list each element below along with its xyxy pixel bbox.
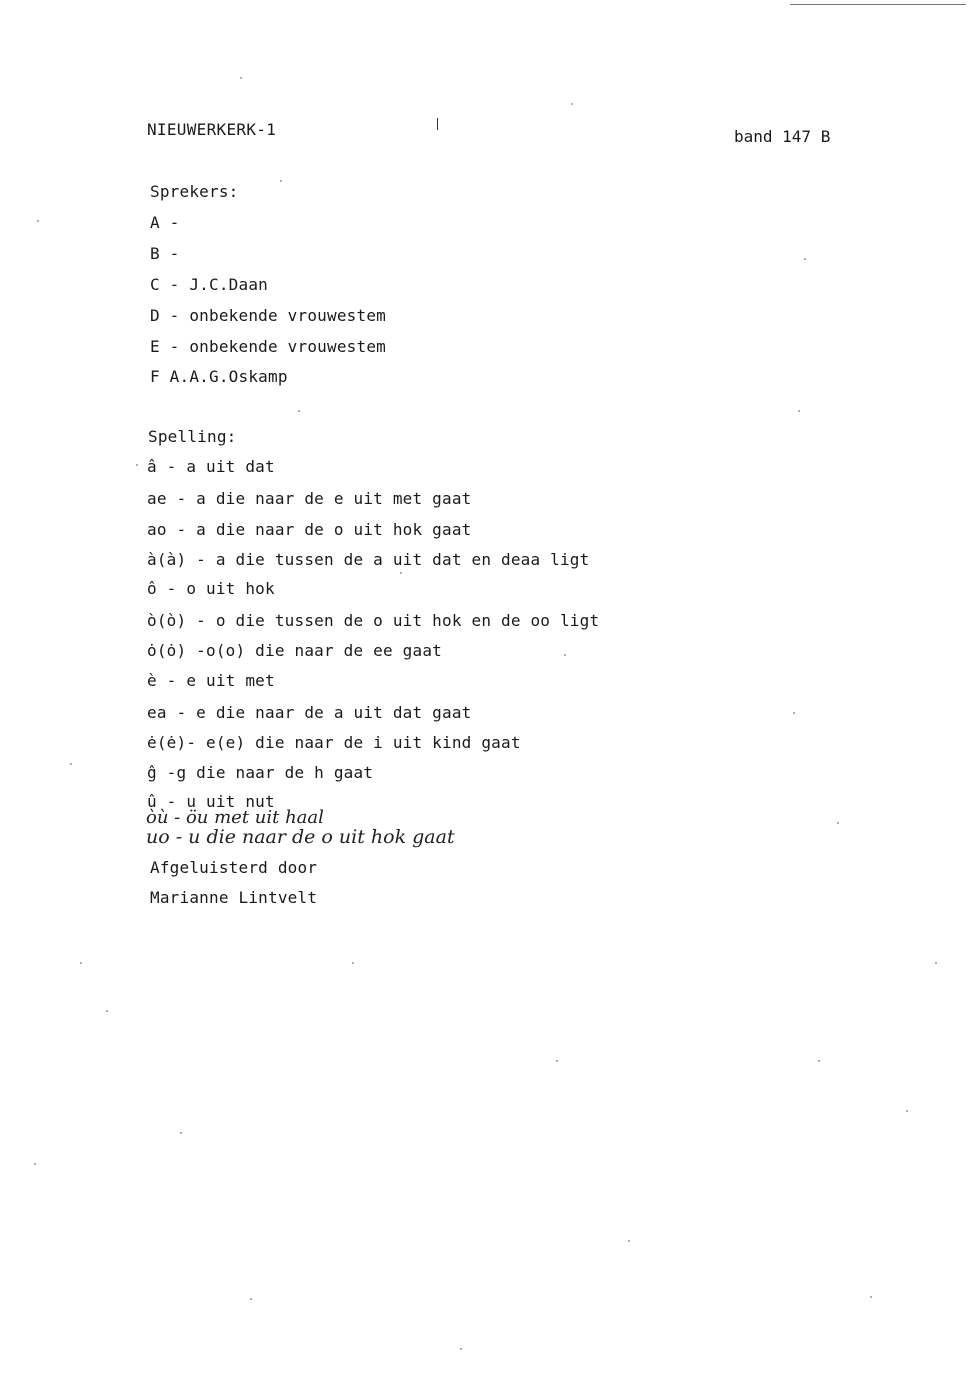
scan-speck: [136, 464, 138, 466]
scan-speck: [280, 180, 282, 182]
scan-speck: [240, 77, 242, 79]
document-title: NIEUWERKERK-1: [147, 120, 277, 139]
scan-speck: [798, 410, 800, 412]
speaker-f: F A.A.G.Oskamp: [150, 367, 288, 386]
speaker-d: D - onbekende vrouwestem: [150, 306, 386, 325]
handwritten-note: uo - u die naar de o uit hok gaat: [146, 826, 455, 848]
scan-speck: [37, 220, 39, 222]
scan-speck: [298, 410, 300, 412]
spelling-item: ė(ė)- e(e) die naar de i uit kind gaat: [147, 733, 521, 752]
spelling-item: ao - a die naar de o uit hok gaat: [147, 520, 472, 539]
handwritten-note: òù - öu met uit haal: [146, 807, 324, 828]
scan-speck: [556, 1060, 558, 1062]
scan-speck: [80, 962, 82, 964]
scan-speck: [793, 712, 795, 714]
scan-speck: [870, 1296, 872, 1298]
spelling-item: û - u uit nut: [147, 792, 275, 811]
scan-speck: [352, 962, 354, 964]
scan-speck: [106, 1010, 108, 1012]
scan-speck: [70, 763, 72, 765]
speaker-c: C - J.C.Daan: [150, 275, 268, 294]
footer-line-2: Marianne Lintvelt: [150, 888, 318, 907]
tick-mark: [437, 118, 438, 130]
scan-speck: [460, 1348, 462, 1350]
spelling-item: ea - e die naar de a uit dat gaat: [147, 703, 472, 722]
scan-speck: [628, 1240, 630, 1242]
scan-speck: [906, 1110, 908, 1112]
spelling-item: â - a uit dat: [147, 457, 275, 476]
spelling-item: ô - o uit hok: [147, 579, 275, 598]
scan-speck: [400, 572, 402, 574]
spelling-item: ĝ -g die naar de h gaat: [147, 763, 374, 782]
speaker-a: A -: [150, 213, 180, 232]
band-label: band 147 B: [734, 127, 831, 146]
spelling-item: à(à) - a die tussen de a uit dat en deaa ligt: [147, 550, 590, 569]
scan-speck: [34, 1163, 36, 1165]
top-edge-rule: [790, 4, 966, 5]
speaker-b: B -: [150, 244, 180, 263]
scan-speck: [837, 822, 839, 824]
spelling-item: ȯ(ȯ) -o(o) die naar de ee gaat: [147, 641, 442, 660]
spelling-item: è - e uit met: [147, 671, 275, 690]
speakers-heading: Sprekers:: [150, 182, 239, 201]
speaker-e: E - onbekende vrouwestem: [150, 337, 386, 356]
scan-speck: [818, 1060, 820, 1062]
spelling-heading: Spelling:: [148, 427, 237, 446]
scan-speck: [250, 1298, 252, 1300]
scan-speck: [571, 103, 573, 105]
scan-speck: [804, 258, 806, 260]
scan-speck: [935, 962, 937, 964]
spelling-item: ae - a die naar de e uit met gaat: [147, 489, 472, 508]
spelling-item: ò(ò) - o die tussen de o uit hok en de oo ligt: [147, 611, 600, 630]
scan-speck: [564, 654, 566, 656]
scan-speck: [180, 1132, 182, 1134]
footer-line-1: Afgeluisterd door: [150, 858, 318, 877]
